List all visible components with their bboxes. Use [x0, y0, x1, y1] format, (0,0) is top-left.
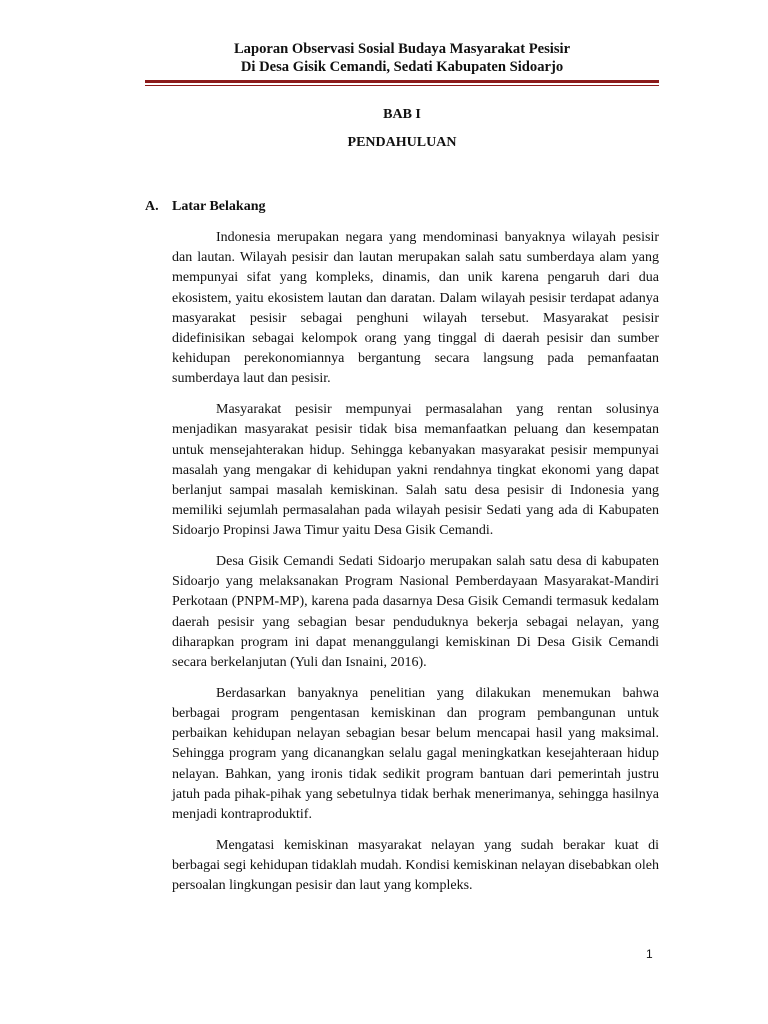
running-header [145, 40, 659, 76]
paragraph: Mengatasi kemiskinan masyarakat nelayan yang sudah berakar kuat di berbagai segi kehidupan tidaklah mudah. Kondisi kemiskinan nelayan disebabkan oleh persoalan lingkungan pesisir dan laut yang kompleks. [172, 837, 659, 894]
section-title: Latar Belakang [172, 199, 266, 214]
paragraph: Berdasarkan banyaknya penelitian yang dilakukan menemukan bahwa berbagai program pengentasan kemiskinan dan program pembangunan untuk perbaikan kehidupan nelayan sebagian besar belum mencapai hasil yang maksimal. Sehingga program yang dicanangkan selalu gagal meningkatkan kesejahteraan hidup nelayan. Bahkan, yang ironis tidak sedikit program bantuan dari pemerintah justru jatuh pada pihak-pihak yang sebetulnya tidak berhak menerimanya, sehingga hasilnya menjadi kontraproduktif. [172, 685, 659, 822]
paragraph: Indonesia merupakan negara yang mendominasi banyaknya wilayah pesisir dan lautan. Wilayah pesisir dan lautan merupakan salah satu sumberdaya alam yang mempunyai sifat yang kompleks, dinamis, dan unik karena pengaruh dari dua ekosistem, yaitu ekosistem lautan dan daratan. Dalam wilayah pesisir terdapat adanya masyarakat pesisir sebagai penghuni wilayah tersebut. Masyarakat pesisir didefinisikan sebagai kelompok orang yang tinggal di daerah pesisir dan sumber kehidupan perekonomiannya bergantung secara langsung pada pemanfaatan sumberdaya laut dan pesisir. [172, 230, 659, 387]
section-letter: A. [145, 199, 159, 214]
paragraph: Desa Gisik Cemandi Sedati Sidoarjo merupakan salah satu desa di kabupaten Sidoarjo yang melaksanakan Program Nasional Pemberdayaan Masyarakat-Mandiri Perkotaan (PNPM-MP), karena pada dasarnya Desa Gisik Cemandi termasuk kedalam daerah pesisir yang sebagian besar penduduknya bekerja sebagai nelayan, yang diharapkan program ini dapat menanggulangi kemiskinan Di Desa Gisik Cemandi secara berkelanjutan (Yuli dan Isnaini, 2016). [172, 554, 659, 671]
body-text [172, 228, 659, 907]
header-rule-thin [145, 85, 659, 86]
paragraph: Masyarakat pesisir mempunyai permasalahan yang rentan solusinya menjadikan masyarakat pesisir tidak bisa memanfaatkan peluang dan kesempatan untuk mensejahterakan hidup. Sehingga kebanyakan masyarakat pesisir mempunyai masalah yang mengakar di kehidupan yakni rendahnya tingkat ekonomi yang dapat berlanjut sampai masalah kemiskinan. Salah satu desa pesisir di Indonesia yang memiliki sejumlah permasalahan pada wilayah pesisir Sedati yang ada di Kabupaten Sidoarjo Propinsi Jawa Timur yaitu Desa Gisik Cemandi. [172, 402, 659, 539]
header-line-1: Laporan Observasi Sosial Budaya Masyarakat Pesisir [233, 41, 571, 57]
header-rule-thick [145, 80, 659, 83]
chapter-number: BAB I [383, 107, 421, 122]
chapter-title: PENDAHULUAN [347, 135, 457, 150]
section-heading [145, 199, 265, 215]
page-number: 1 [646, 947, 653, 961]
header-line-2: Di Desa Gisik Cemandi, Sedati Kabupaten Sidoarjo [240, 59, 564, 75]
